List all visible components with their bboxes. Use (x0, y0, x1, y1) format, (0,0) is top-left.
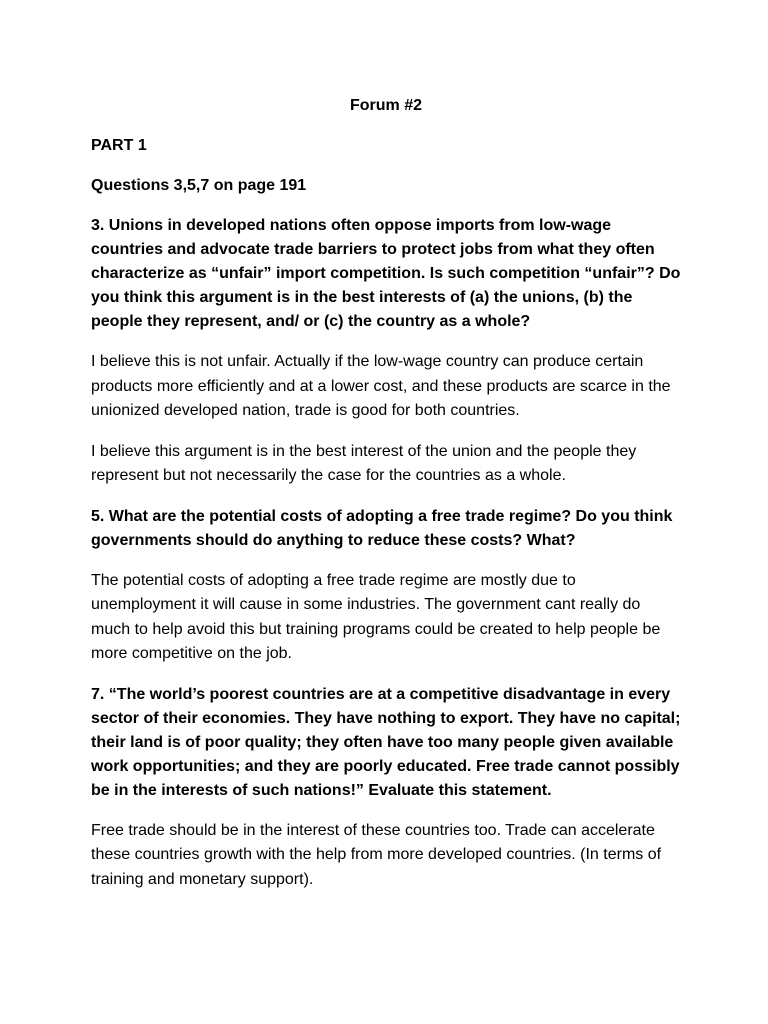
answer-3-paragraph-1: I believe this is not unfair. Actually if the low-wage country can produce certain products more efficiently and at a lower cost, and these products are scarce in the unionized developed nation, trade is good for both countries. (91, 353, 671, 419)
answer-3-paragraph-2: I believe this argument is in the best interest of the union and the people they represent but not necessarily the case for the countries as a whole. (91, 442, 637, 484)
answer-7: Free trade should be in the interest of these countries too. Trade can accelerate these countries growth with the help from more developed countries. (In terms of training and monetary support). (91, 821, 662, 888)
answer-5: The potential costs of adopting a free trade regime are mostly due to unemployment it will cause in some industries. The government cant really do much to help avoid this but training programs could be created to help people be more competitive on the job. (91, 571, 661, 662)
document-title: Forum #2 (349, 97, 422, 114)
part-heading: PART 1 (91, 137, 147, 154)
question-5: 5. What are the potential costs of adopting a free trade regime? Do you think governments should do anything to reduce these costs? What? (91, 507, 673, 549)
question-3: 3. Unions in developed nations often oppose imports from low-wage countries and advocate trade barriers to protect jobs from what they often characterize as “unfair” import competition. Is such competition “unfair”? Do you think this argument is in the best interests of (a) the unions, (b) the people they represent, and/ or (c) the country as a whole? (91, 217, 681, 330)
document-page (91, 94, 681, 908)
question-7: 7. “The world’s poorest countries are at a competitive disadvantage in every sector of their economies. They have nothing to export. They have no capital; their land is of poor quality; they often have too many people given available work opportunities; and they are poorly educated. Free trade cannot possibly be in the interests of such nations!” Evaluate this statement. (91, 685, 681, 799)
questions-reference: Questions 3,5,7 on page 191 (91, 177, 307, 194)
